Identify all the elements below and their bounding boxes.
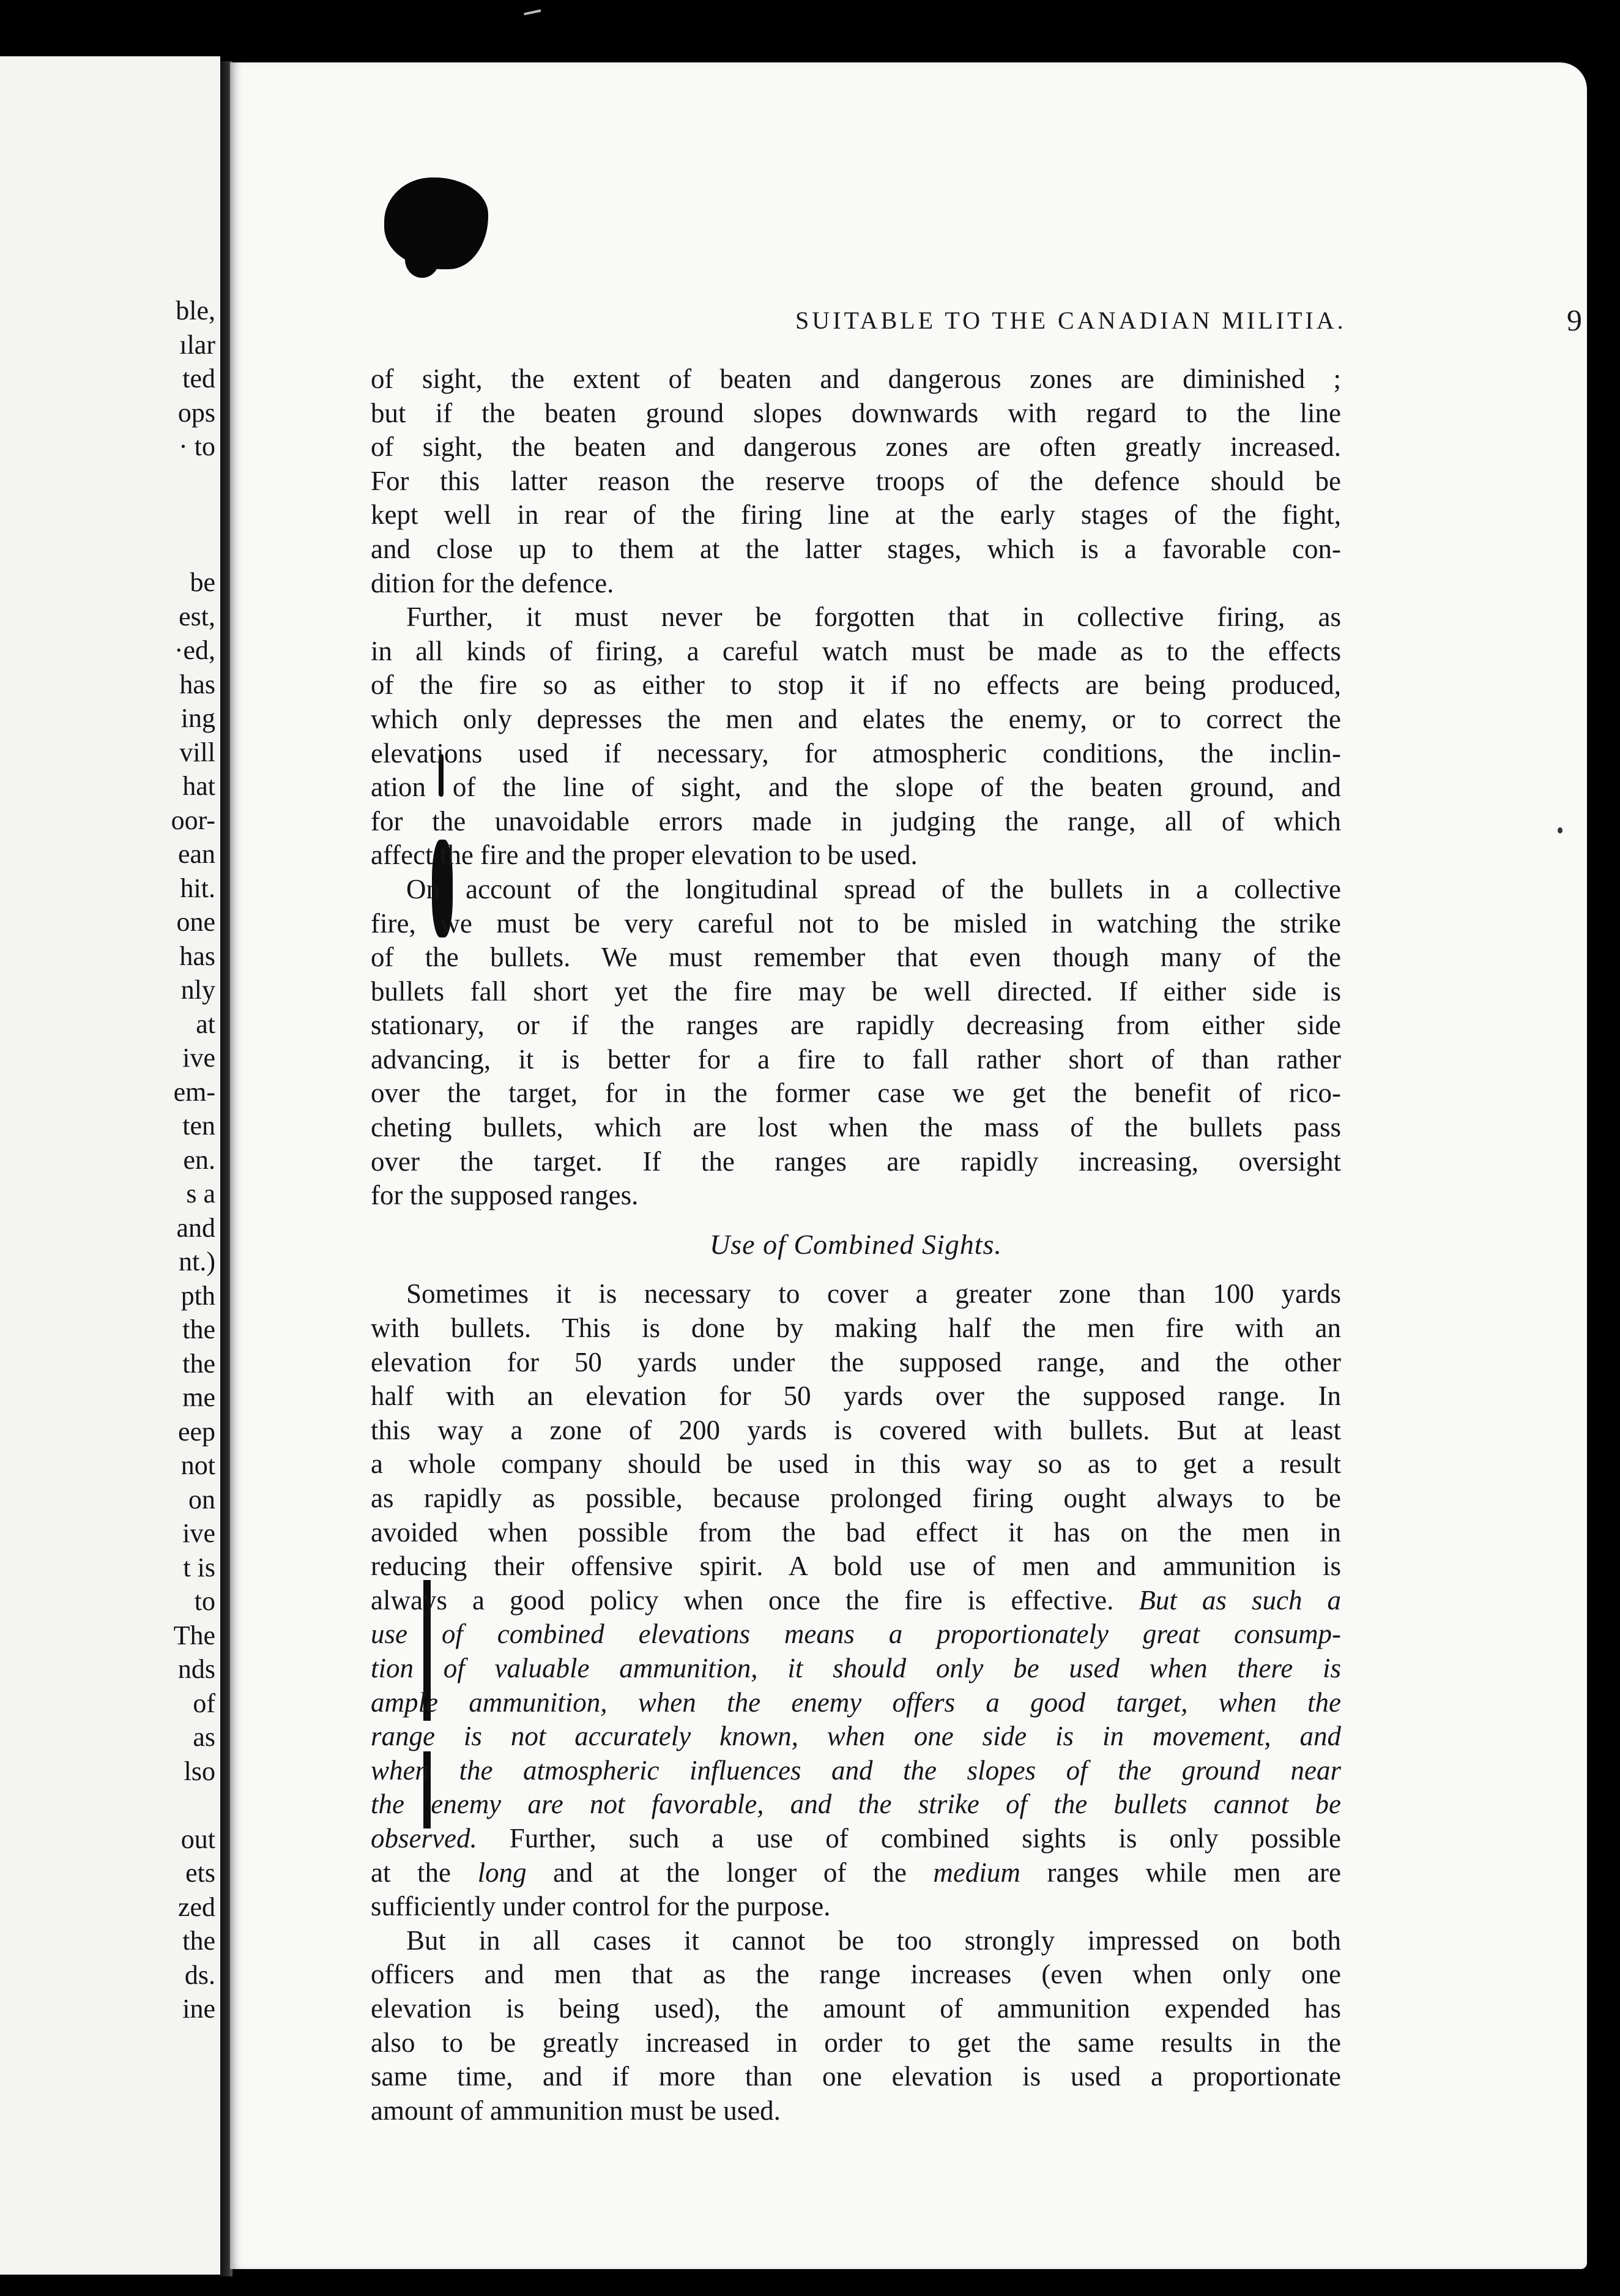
text-line: of the fire so as either to stop it if no effects are being produced, <box>371 669 1341 701</box>
text-line: of sight, the extent of beaten and dangerous zones are diminished ; <box>371 363 1341 394</box>
facing-page-fragment <box>171 498 215 532</box>
text-line: kept well in rear of the firing line at the early stages of the fight, <box>371 499 1341 531</box>
italic-run: observed. <box>371 1822 477 1854</box>
facing-page-fragment: nds <box>177 1654 215 1684</box>
facing-page-fragment: the <box>182 1926 215 1956</box>
text-line: the enemy are not favorable, and the strike of the bullets cannot be <box>371 1789 1341 1820</box>
facing-page-fragment <box>171 464 215 498</box>
facing-page-fragment: out <box>180 1824 215 1854</box>
text-line: dition for the defence. <box>371 567 614 598</box>
facing-page-fragment: ive <box>182 1043 215 1073</box>
page-number: 9 <box>1567 303 1582 337</box>
facing-page-fragment: oor- <box>171 805 215 835</box>
text-line: Sometimes it is necessary to cover a greater zone than 100 yards <box>406 1278 1341 1310</box>
text-line: for the supposed ranges. <box>371 1180 639 1211</box>
facing-page-fragment: has <box>179 941 215 971</box>
facing-page-fragment: ing <box>180 703 215 733</box>
text-line: for the unavoidable errors made in judging the range, all of which <box>371 805 1341 837</box>
text-line: amount of ammunition must be used. <box>371 2095 781 2126</box>
facing-page-fragment: ive <box>182 1518 215 1548</box>
facing-page-fragment: em- <box>173 1076 215 1107</box>
text-line: sufficiently under control for the purpose. <box>371 1891 831 1922</box>
facing-page-fragment: at <box>196 1008 215 1039</box>
text-run: ranges while men are <box>1020 1857 1341 1888</box>
scan-artifact <box>524 9 543 24</box>
text-line: avoided when possible from the bad effect it has on the men in <box>371 1516 1341 1548</box>
text-line: which only depresses the men and elates the enemy, or to correct the <box>371 703 1341 734</box>
facing-page-fragment: ted <box>182 363 215 393</box>
facing-page-fragment: nt.) <box>179 1247 215 1277</box>
text-line: also to be greatly increased in order to get the same results in the <box>371 2027 1341 2058</box>
facing-page-fragment: one <box>176 907 215 937</box>
text-line: elevations used if necessary, for atmospheric conditions, the inclin- <box>371 737 1341 769</box>
section-heading: Use of Combined Sights. <box>710 1228 1002 1260</box>
page-header <box>560 303 1582 343</box>
facing-page-fragment: of <box>193 1688 215 1718</box>
facing-page-fragment: and <box>176 1212 215 1243</box>
facing-page-fragment: me <box>182 1382 215 1412</box>
text-line: bullets fall short yet the fire may be well directed. If either side is <box>371 975 1341 1007</box>
dust-speck <box>1558 827 1562 833</box>
text-line <box>371 1584 1341 1618</box>
text-run: and at the longer of the <box>526 1857 934 1888</box>
text-line: advancing, it is better for a fire to fall rather short of than rather <box>371 1043 1341 1075</box>
facing-page-fragment: vill <box>179 737 215 767</box>
text-line: with bullets. This is done by making half the men fire with an <box>371 1313 1341 1344</box>
facing-page-fragment: ten <box>182 1111 215 1141</box>
italic-run: medium <box>933 1857 1020 1888</box>
paragraph <box>371 362 1341 600</box>
facing-page-fragment: ·ed, <box>174 635 215 665</box>
text-line: half with an elevation for 50 yards over the supposed range. In <box>371 1381 1341 1412</box>
text-line: officers and men that as the range increases (even when only one <box>371 1959 1341 1990</box>
text-line: over the target, for in the former case we get the benefit of rico- <box>371 1078 1341 1109</box>
text-line <box>371 1822 1341 1856</box>
facing-page-fragment: The <box>173 1620 215 1650</box>
facing-page-fragment: zed <box>177 1892 215 1922</box>
paragraph <box>371 873 1341 1213</box>
text-line: same time, and if more than one elevation is used a proportionate <box>371 2061 1341 2092</box>
paragraph <box>371 1924 1341 2128</box>
facing-page-fragment: est, <box>179 601 215 632</box>
text-run: Further, such a use of combined sights is only possible <box>477 1822 1341 1854</box>
facing-page-fragment: s a <box>186 1179 215 1209</box>
facing-page-fragment: be <box>190 567 215 597</box>
facing-page-fragment: ets <box>185 1858 215 1888</box>
facing-page-fragment: pth <box>180 1280 215 1311</box>
text-line: as rapidly as possible, because prolonged firing ought always to be <box>371 1483 1341 1513</box>
body-text <box>371 362 1341 2128</box>
facing-page-fragment: ble, <box>176 296 215 326</box>
facing-page-fragment: ine <box>182 1994 215 2024</box>
facing-page-fragment: on <box>188 1484 215 1515</box>
text-line: cheting bullets, which are lost when the mass of the bullets pass <box>371 1112 1341 1143</box>
ink-blot <box>384 177 488 269</box>
facing-page-fragment: hit. <box>180 873 215 903</box>
facing-page-fragment: the <box>182 1348 215 1379</box>
text-line: But in all cases it cannot be too strongly impressed on both <box>406 1925 1341 1956</box>
paragraph <box>371 600 1341 873</box>
text-line <box>371 1856 1341 1890</box>
facing-page-fragment: hat <box>182 771 215 801</box>
running-head: SUITABLE TO THE CANADIAN MILITIA. <box>795 307 1347 334</box>
facing-page-fragment: the <box>182 1314 215 1344</box>
text-line: when the atmospheric influences and the slopes of the ground near <box>371 1754 1341 1786</box>
text-run: always a good policy when once the fire is effective. <box>371 1584 1139 1616</box>
facing-page-fragment: has <box>179 669 215 699</box>
facing-page-fragment: ean <box>177 839 215 869</box>
text-line: this way a zone of 200 yards is covered with bullets. But at least <box>371 1414 1341 1445</box>
text-line: but if the beaten ground slopes downwards with regard to the line <box>371 397 1341 428</box>
facing-page-fragment: lso <box>184 1756 215 1786</box>
page-9 <box>230 62 1587 2269</box>
text-line: range is not accurately known, when one side is in movement, and <box>371 1721 1341 1752</box>
text-line: a whole company should be used in this way so as to get a result <box>371 1448 1341 1480</box>
text-line: Further, it must never be forgotten that in collective firing, as <box>406 602 1341 633</box>
facing-page-fragment: t is <box>183 1552 215 1582</box>
facing-page-fragment: to <box>194 1586 215 1616</box>
text-line: For this latter reason the reserve troops of the defence should be <box>371 465 1341 496</box>
text-line: On account of the longitudinal spread of the bullets in a collective <box>406 873 1341 904</box>
text-line: elevation for 50 yards under the supposed range, and the other <box>371 1346 1341 1377</box>
facing-page-fragment: not <box>180 1450 215 1480</box>
facing-page-fragment: as <box>193 1722 215 1752</box>
text-run: at the <box>371 1857 478 1888</box>
text-line: fire, we must be very careful not to be misled in watching the strike <box>371 908 1341 939</box>
text-line: of the bullets. We must remember that even though many of the <box>371 942 1341 973</box>
facing-page-fragment: ılar <box>179 329 215 360</box>
text-line: stationary, or if the ranges are rapidly decreasing from either side <box>371 1010 1341 1041</box>
text-line: ation of the line of sight, and the slope of the beaten ground, and <box>371 772 1341 803</box>
text-line: ample ammunition, when the enemy offers a good target, when the <box>371 1687 1341 1718</box>
text-line: reducing their offensive spirit. A bold use of men and ammunition is <box>371 1551 1341 1582</box>
facing-page-text-fragments <box>171 294 215 2026</box>
facing-page-fragment <box>171 1788 215 1822</box>
facing-page-fragment: nly <box>180 975 215 1005</box>
text-line: tion of valuable ammunition, it should only be used when there is <box>371 1652 1341 1683</box>
text-line: over the target. If the ranges are rapidly increasing, oversight <box>371 1146 1341 1177</box>
paragraphs <box>371 362 1341 1213</box>
facing-page-fragment <box>171 532 215 566</box>
facing-page-fragment: ds. <box>184 1959 215 1990</box>
text-line: in all kinds of firing, a careful watch must be made as to the effects <box>371 635 1341 666</box>
text-line: of sight, the beaten and dangerous zones are often greatly increased. <box>371 431 1341 463</box>
italic-run: But as such a <box>1139 1584 1341 1616</box>
facing-page-fragment: ops <box>177 397 215 428</box>
text-line: and close up to them at the latter stages, which is a favorable con- <box>371 533 1341 564</box>
text-line: elevation is being used), the amount of ammunition expended has <box>371 1992 1341 2024</box>
paragraph <box>371 1277 1341 1923</box>
text-line: affect the fire and the proper elevation to be used. <box>371 840 918 871</box>
facing-page-left <box>0 56 220 2275</box>
italic-run: long <box>477 1857 527 1888</box>
facing-page-fragment: eep <box>177 1416 215 1447</box>
facing-page-fragment: · to <box>179 431 215 461</box>
facing-page-fragment: en. <box>183 1144 215 1175</box>
text-line: use of combined elevations means a proportionately great consump- <box>371 1619 1341 1650</box>
